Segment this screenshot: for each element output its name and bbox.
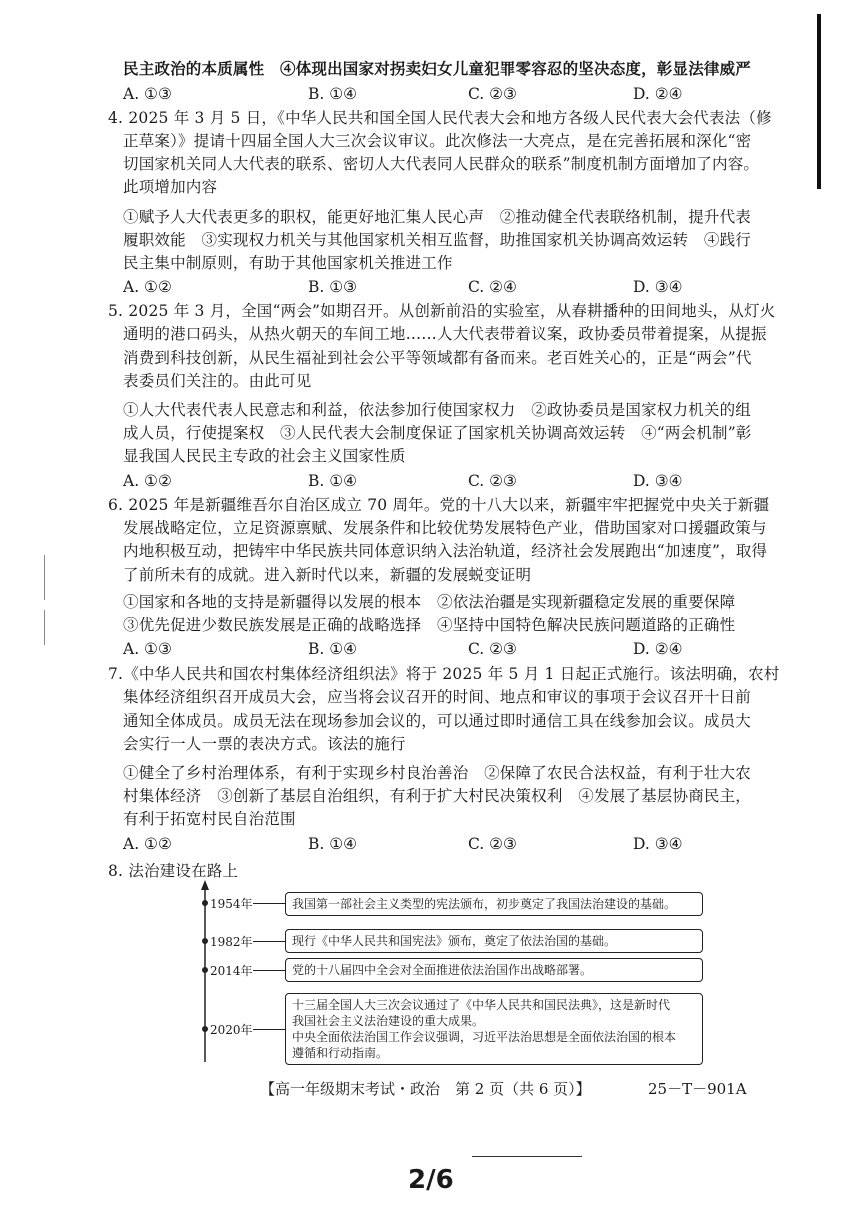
- timeline-dot: [202, 938, 208, 944]
- q7-stem-line: 通知全体成员。成员无法在现场参加会议的，可以通过即时通信工具在线参加会议。成员大: [123, 712, 752, 730]
- timeline-dot: [202, 900, 208, 906]
- page-indicator: 2/6: [408, 1165, 454, 1195]
- q4-stem-line: 切国家机关同人大代表的联系、密切人大代表同人民群众的联系”制度机制方面增加了内容。: [123, 155, 760, 173]
- q6-choice-line: ①国家和各地的支持是新疆得以发展的根本 ②依法治疆是实现新疆稳定发展的重要保障: [123, 593, 736, 611]
- q3-option-c[interactable]: C. ②③: [468, 85, 517, 103]
- q7-stem-line: 会实行一人一票的表决方式。该法的施行: [123, 735, 406, 753]
- timeline-entry-text: 我国第一部社会主义类型的宪法颁布，初步奠定了我国法治建设的基础。: [292, 897, 677, 911]
- timeline-dot: [202, 967, 208, 973]
- q6-option-a[interactable]: A. ①③: [123, 640, 172, 658]
- q7-option-b[interactable]: B. ①④: [308, 835, 358, 853]
- q3-tail-line: 民主政治的本质属性 ④体现出国家对拐卖妇女儿童犯罪零容忍的坚决态度，彰显法律威严: [123, 59, 752, 78]
- q5-option-d[interactable]: D. ③④: [633, 472, 683, 490]
- timeline-entry-1954: [285, 892, 703, 916]
- q3-option-d[interactable]: D. ②④: [633, 85, 683, 103]
- q5-stem-line: 表委员们关注的。由此可见: [123, 372, 312, 390]
- q4-option-d[interactable]: D. ③④: [633, 278, 683, 296]
- q7-choice-line: 村集体经济 ③创新了基层自治组织，有利于扩大村民决策权利 ④发展了基层协商民主，: [123, 787, 752, 805]
- timeline-year: 1954年: [210, 897, 253, 911]
- q5-stem-line: 5. 2025 年 3 月，全国“两会”如期召开。从创新前沿的实验室，从春耕播种的田间地头，从灯火: [108, 302, 776, 320]
- timeline-connector: [253, 941, 285, 942]
- timeline-year: 1982年: [210, 935, 253, 949]
- q5-stem-line: 消费到科技创新，从民生福祉到社会公平等领域都有备而来。老百姓关心的，正是“两会”代: [123, 349, 752, 367]
- timeline-connector: [253, 903, 285, 904]
- timeline-connector: [253, 1029, 285, 1030]
- exam-code: 25－T－901A: [648, 1080, 747, 1098]
- q7-choice-line: 有利于拓宽村民自治范围: [123, 810, 296, 828]
- q4-stem-line: 正草案）》提请十四届全国人大三次会议审议。此次修法一大亮点，是在完善拓展和深化“密: [123, 132, 752, 150]
- scan-edge-mark: [817, 14, 821, 189]
- q7-option-c[interactable]: C. ②③: [468, 835, 517, 853]
- q5-choice-line: 成人员，行使提案权 ③人民代表大会制度保证了国家机关协调高效运转 ④“两会机制”彰: [123, 424, 752, 442]
- timeline-year: 2014年: [210, 964, 253, 978]
- timeline-entry-text: 党的十八届四中全会对全面推进依法治国作出战略部署。: [292, 963, 593, 977]
- timeline-entry-1982: [285, 929, 703, 953]
- fold-mark: [44, 555, 45, 600]
- q4-stem-line: 4. 2025 年 3 月 5 日，《中华人民共和国全国人民代表大会和地方各级人民代表大会代表法（修: [108, 109, 772, 127]
- q6-option-c[interactable]: C. ②③: [468, 640, 517, 658]
- q3-option-b[interactable]: B. ①④: [308, 85, 358, 103]
- timeline-entry-text: 中央全面依法治国工作会议强调，习近平法治思想是全面依法治国的根本: [292, 1030, 677, 1044]
- page-footer-title: 【高一年级期末考试・政治 第 2 页（共 6 页）】: [260, 1080, 591, 1098]
- q4-stem-line: 此项增加内容: [123, 178, 218, 196]
- q8-title: 8. 法治建设在路上: [108, 862, 239, 880]
- q7-stem-line: 7.《中华人民共和国农村集体经济组织法》将于 2025 年 5 月 1 日起正式施行。该法明确，农村: [108, 665, 780, 683]
- timeline-entry-text: 现行《中华人民共和国宪法》颁布，奠定了依法治国的基础。: [292, 934, 617, 948]
- q6-option-b[interactable]: B. ①④: [308, 640, 358, 658]
- q5-option-b[interactable]: B. ①④: [308, 472, 358, 490]
- q4-option-b[interactable]: B. ①③: [308, 278, 358, 296]
- timeline-entry-2020: [285, 993, 703, 1065]
- timeline-dot: [202, 1026, 208, 1032]
- q7-option-a[interactable]: A. ①②: [123, 835, 172, 853]
- q6-choice-line: ③优先促进少数民族发展是正确的战略选择 ④坚持中国特色解决民族问题道路的正确性: [123, 616, 736, 634]
- q5-choice-line: 显我国人民民主专政的社会主义国家性质: [123, 447, 406, 465]
- fold-mark: [44, 610, 45, 645]
- q4-choice-line: ①赋予人大代表更多的职权，能更好地汇集人民心声 ②推动健全代表联络机制，提升代表: [123, 208, 752, 226]
- q6-stem-line: 内地积极互动，把铸牢中华民族共同体意识纳入法治轨道，经济社会发展跑出“加速度”，取得: [123, 542, 768, 560]
- q6-stem-line: 6. 2025 年是新疆维吾尔自治区成立 70 周年。党的十八大以来，新疆牢牢把握党中央关于新疆: [108, 496, 770, 514]
- timeline-entry-2014: [285, 958, 703, 982]
- q6-stem-line: 了前所未有的成就。进入新时代以来，新疆的发展蜕变证明: [123, 566, 532, 584]
- q4-option-c[interactable]: C. ②④: [468, 278, 517, 296]
- q5-option-c[interactable]: C. ②③: [468, 472, 517, 490]
- q6-option-d[interactable]: D. ②④: [633, 640, 683, 658]
- timeline-entry-text: 十三届全国人大三次会议通过了《中华人民共和国民法典》，这是新时代: [292, 998, 671, 1012]
- q4-choice-line: 履职效能 ③实现权力机关与其他国家机关相互监督，助推国家机关协调高效运转 ④践行: [123, 231, 752, 249]
- q6-stem-line: 发展战略定位，立足资源禀赋、发展条件和比较优势发展特色产业，借助国家对口援疆政策与: [123, 519, 767, 537]
- q3-option-a[interactable]: A. ①③: [123, 85, 172, 103]
- timeline-connector: [253, 970, 285, 971]
- q5-choice-line: ①人大代表代表人民意志和利益，依法参加行使国家权力 ②政协委员是国家权力机关的组: [123, 401, 752, 419]
- page-divider: [472, 1156, 582, 1157]
- q5-stem-line: 通明的港口码头，从热火朝天的车间工地……人大代表带着议案，政协委员带着提案，从提振: [123, 325, 767, 343]
- timeline-entry-text: 遵循和行动指南。: [292, 1046, 389, 1060]
- q7-stem-line: 集体经济组织召开成员大会，应当将会议召开的时间、地点和审议的事项于会议召开十日前: [123, 688, 752, 706]
- q4-option-a[interactable]: A. ①②: [123, 278, 172, 296]
- q5-option-a[interactable]: A. ①②: [123, 472, 172, 490]
- timeline-entry-text: 我国社会主义法治建设的重大成果。: [292, 1014, 485, 1028]
- q7-choice-line: ①健全了乡村治理体系，有利于实现乡村良治善治 ②保障了农民合法权益，有利于壮大农: [123, 764, 752, 782]
- timeline-year: 2020年: [210, 1023, 253, 1037]
- q7-option-d[interactable]: D. ③④: [633, 835, 683, 853]
- q4-choice-line: 民主集中制原则，有助于其他国家机关推进工作: [123, 254, 453, 272]
